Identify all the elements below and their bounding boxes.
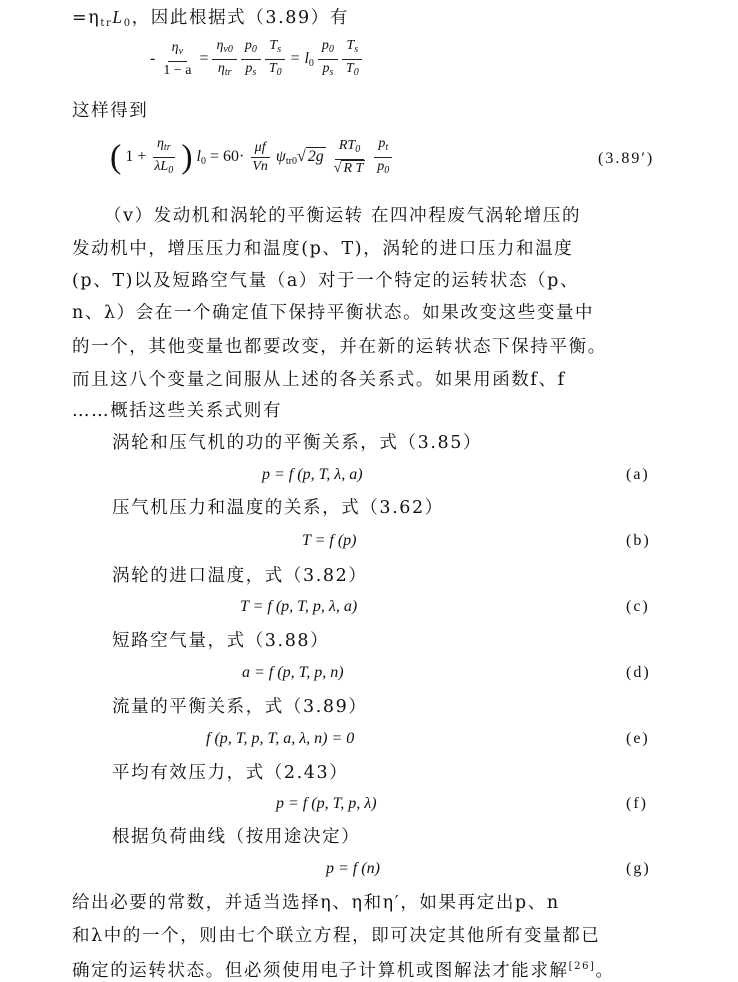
minus-sign: - — [150, 50, 156, 68]
equation-c: T = f (p, T, p, λ, a) — [240, 598, 358, 615]
equation-e: f (p, T, p, T, a, λ, n) = 0 — [206, 730, 355, 747]
formula-3-89-prime: ( 1 + $\frac{\eta_{tr}}{\lambda L_0}$ ) $l_0 = 60\cdot$ $\frac{\mu f}{Vn}$ $\psi_{tr0}√$ 2g $\frac{RT_0}{\text{√ R T}}$ $\frac{p_t}{p_0}$ — [110, 136, 393, 179]
f2-frac4-num: p — [378, 136, 386, 151]
equals-sign: = — [199, 50, 209, 68]
l0-symbol: l — [196, 148, 201, 166]
frac5-num: p — [321, 38, 329, 53]
equals-l: = l — [289, 50, 309, 68]
text-line-11: ……概括这些关系式则有 — [72, 401, 283, 421]
heading-b: 压气机压力和温度的关系，式（3.62） — [112, 498, 444, 518]
heading-a: 涡轮和压气机的功的平衡关系，式（3.85） — [112, 433, 483, 453]
eq-label-b: (b) — [626, 532, 651, 549]
equation-b: T = f (p) — [302, 532, 357, 549]
equals-60: = 60· — [210, 148, 245, 166]
f2-frac4-den: p — [377, 159, 385, 174]
frac3-num: p — [244, 38, 252, 53]
one-plus: 1 + — [125, 148, 147, 166]
heading-c: 涡轮的进口温度，式（3.82） — [112, 566, 368, 586]
text-line-29: 给出必要的常数，并适当选择η、η和η′，如果再定出p、n — [72, 893, 560, 913]
sqrt-2g: 2g — [307, 148, 324, 166]
f2-frac2-den: Vn — [252, 159, 268, 174]
frac3-den: p — [245, 61, 253, 76]
l-symbol: L — [112, 7, 124, 27]
f2-frac2-num: μf — [254, 140, 266, 155]
text-line-7: (p、T)以及短路空气量（a）对于一个特定的运转状态（p、 — [72, 271, 580, 291]
citation-ref: [26] — [568, 961, 596, 972]
frac4-num: T — [269, 38, 278, 53]
heading-f: 平均有效压力，式（2.43） — [112, 763, 349, 783]
heading-g: 根据负荷曲线（按用途决定） — [112, 827, 361, 847]
frac5-den: p — [322, 61, 330, 76]
heading-e: 流量的平衡关系，式（3.89） — [112, 697, 368, 717]
f2-frac3-num: RT — [338, 138, 356, 153]
eq-label-389p: (3.89′) — [598, 150, 655, 167]
frac2-num: η — [216, 38, 224, 53]
equation-a: p = f (p, T, λ, a) — [262, 466, 363, 483]
text-line-30: 和λ中的一个，则由七个联立方程，即可决定其他所有变量都已 — [72, 926, 601, 946]
frac1-num: η — [171, 40, 179, 55]
right-paren: ) — [181, 138, 193, 176]
text-line-5: （v）发动机和涡轮的平衡运转 在四冲程废气涡轮增压的 — [104, 206, 582, 226]
text-line-9: 的一个，其他变量也都要改变，并在新的运转状态下保持平衡。 — [72, 337, 607, 357]
f2-frac1-den: λL — [154, 159, 169, 174]
eta-symbol: =η — [72, 8, 101, 28]
text-line-1: $=\eta_{tr}L_0$，因此根据式（3.89）有 — [72, 7, 349, 29]
f2-frac3-den: R T — [343, 161, 364, 176]
eq-label-d: (d) — [626, 664, 651, 681]
text-line-10: 而且这八个变量之间服从上述的各关系式。如果用函数f、f — [72, 370, 566, 390]
formula-3-89-transformed: - $\frac{\eta_v}{1 - a}$ = $\frac{\eta_{v0}}{\eta_{tr}}$ $\frac{p_0}{p_s}$ $\frac{T_s}{T_0}$ = $l_0$ $\frac{p_0}{p_s}$ $\frac{T_s}{T_0}$ — [150, 38, 363, 81]
text-line-31: 确定的运转状态。但必须使用电子计算机或图解法才能求解[26]。 — [72, 960, 615, 981]
eq-label-c: (c) — [626, 598, 650, 615]
equation-g: p = f (n) — [326, 860, 380, 877]
eq-label-g: (g) — [626, 860, 651, 877]
f2-frac1-num: η — [156, 136, 164, 151]
equation-f: p = f (p, T, p, λ) — [276, 795, 377, 812]
frac1-den: 1 − a — [163, 63, 192, 78]
text-segment: 确定的运转状态。但必须使用电子计算机或图解法才能求解 — [72, 960, 569, 981]
eq-label-e: (e) — [626, 730, 650, 747]
heading-d: 短路空气量，式（3.88） — [112, 631, 330, 651]
text-line-8: n、λ）会在一个确定值下保持平衡状态。如果改变这些变量中 — [72, 303, 595, 323]
frac2-den: η — [217, 61, 225, 76]
frac4-den: T — [268, 61, 277, 76]
left-paren: ( — [110, 138, 122, 176]
eq-label-f: (f) — [626, 795, 648, 812]
frac6-den: T — [345, 61, 354, 76]
text-segment: ，因此根据式（3.89）有 — [131, 8, 349, 28]
eq-label-a: (a) — [626, 466, 650, 483]
psi-symbol: ψ — [275, 148, 286, 166]
text-line-3: 这样得到 — [72, 101, 149, 121]
equation-d: a = f (p, T, p, n) — [242, 664, 344, 681]
frac6-num: T — [346, 38, 355, 53]
text-line-6: 发动机中，增压压力和温度(p、T)，涡轮的进口压力和温度 — [72, 239, 574, 259]
